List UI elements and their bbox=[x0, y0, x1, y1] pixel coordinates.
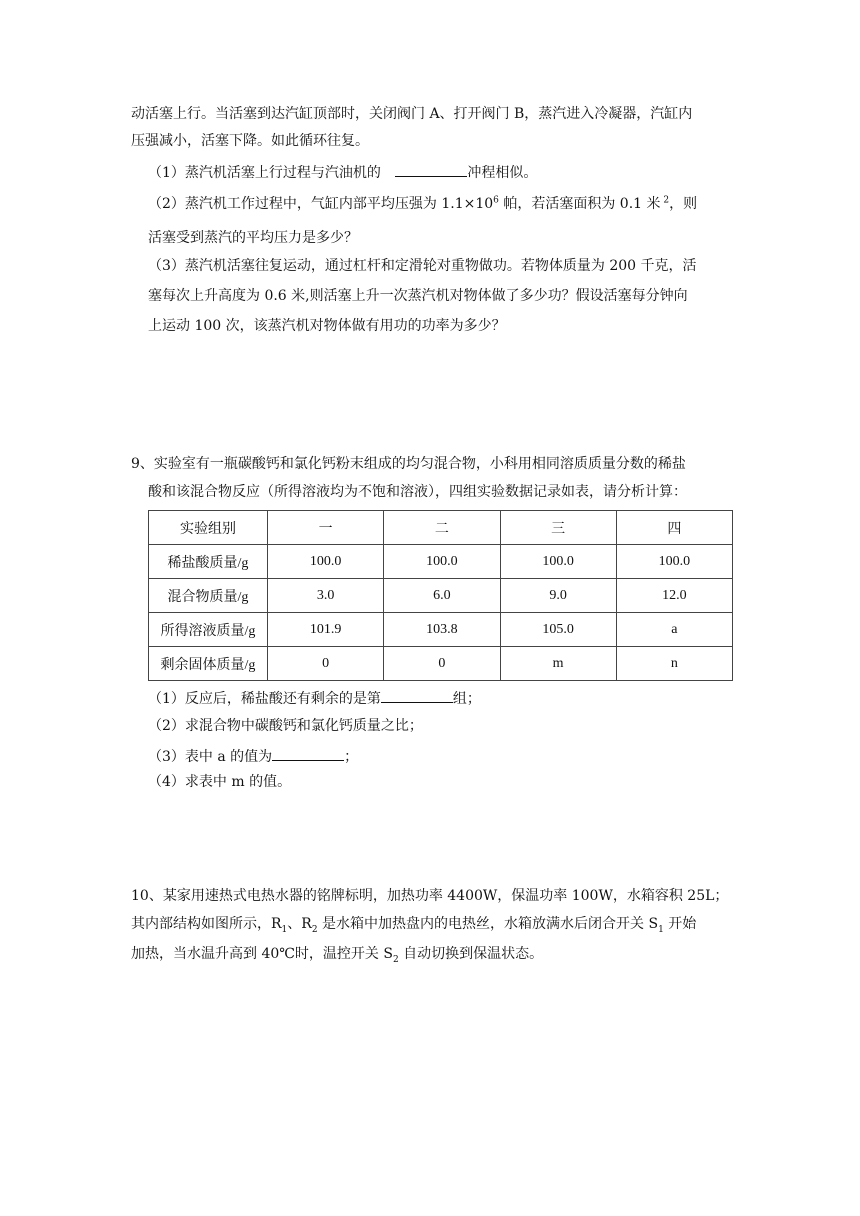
table-row bbox=[149, 647, 733, 681]
q10-text-f: 自动切换到保温状态。 bbox=[398, 946, 544, 962]
q10-text-d: 开始 bbox=[663, 916, 697, 932]
table-header-cell: 实验组别 bbox=[149, 511, 268, 545]
table-row-label: 所得溶液质量/g bbox=[149, 613, 268, 647]
q8-part-2-text-c: ，则 bbox=[669, 196, 698, 212]
table-header-cell: 四 bbox=[616, 511, 732, 545]
table-row bbox=[149, 613, 733, 647]
table-cell: 100.0 bbox=[500, 545, 616, 579]
q10-stem-line-2 bbox=[131, 914, 696, 934]
q8-part-1-blank bbox=[395, 160, 467, 177]
q8-part-2-line-1 bbox=[148, 194, 697, 214]
table-cell: 0 bbox=[268, 647, 384, 681]
table-cell: 103.8 bbox=[384, 613, 500, 647]
table-row-label: 剩余固体质量/g bbox=[149, 647, 268, 681]
table-cell: n bbox=[616, 647, 732, 681]
q9-sub-3-blank bbox=[272, 744, 344, 761]
q10-text-a: 其内部结构如图所示，R bbox=[131, 916, 282, 932]
q8-part-2-exponent-2: 2 bbox=[660, 195, 670, 206]
q9-data-table bbox=[148, 510, 733, 681]
q8-intro-line-1: 动活塞上行。当活塞到达汽缸顶部时，关闭阀门 A、打开阀门 B，蒸汽进入冷凝器，汽缸内 bbox=[131, 106, 693, 122]
q9-sub-3 bbox=[148, 744, 358, 767]
table-cell: 100.0 bbox=[268, 545, 384, 579]
q8-part-3-line-3: 上运动 100 次，该蒸汽机对物体做有用功的功率为多少？ bbox=[148, 318, 506, 334]
q8-part-2-line-2: 活塞受到蒸汽的平均压力是多少？ bbox=[148, 230, 358, 246]
q8-part-2-exponent: 6 bbox=[493, 195, 499, 206]
table-cell: 100.0 bbox=[616, 545, 732, 579]
table-cell: m bbox=[500, 647, 616, 681]
q9-sub-2: （2）求混合物中碳酸钙和氯化钙质量之比； bbox=[148, 718, 423, 734]
q9-sub-4: （4）求表中 m 的值。 bbox=[148, 774, 292, 790]
q9-stem-line-1: 9、实验室有一瓶碳酸钙和氯化钙粉末组成的均匀混合物，小科用相同溶质质量分数的稀盐 bbox=[131, 456, 686, 472]
table-header-row bbox=[149, 511, 733, 545]
q10-stem-line-1: 10、某家用速热式电热水器的铭牌标明，加热功率 4400W，保温功率 100W，水箱容积 25L； bbox=[131, 888, 729, 904]
q8-part-2-text-a: （2）蒸汽机工作过程中，气缸内部平均压强为 1.1×10 bbox=[148, 196, 494, 212]
table-header-cell: 二 bbox=[384, 511, 500, 545]
q10-text-e: 加热，当水温升高到 40℃时，温控开关 S bbox=[131, 946, 393, 962]
table-cell: 9.0 bbox=[500, 579, 616, 613]
table-cell: 6.0 bbox=[384, 579, 500, 613]
q8-part-1-prefix: （1）蒸汽机活塞上行过程与汽油机的 bbox=[148, 165, 381, 181]
table-header-cell: 三 bbox=[500, 511, 616, 545]
table-row bbox=[149, 579, 733, 613]
q9-sub-3-prefix: （3）表中 a 的值为 bbox=[148, 749, 273, 765]
q8-part-3-line-2: 塞每次上升高度为 0.6 米,则活塞上升一次蒸汽机对物体做了多少功？假设活塞每分钟向 bbox=[148, 288, 688, 304]
q10-text-b: 、R bbox=[287, 916, 312, 932]
table-cell: 12.0 bbox=[616, 579, 732, 613]
table-cell: 105.0 bbox=[500, 613, 616, 647]
q10-sub-3: 1 bbox=[658, 924, 664, 935]
table-cell: 3.0 bbox=[268, 579, 384, 613]
table-row-label: 稀盐酸质量/g bbox=[149, 545, 268, 579]
table-cell: 100.0 bbox=[384, 545, 500, 579]
q9-sub-1 bbox=[148, 686, 481, 709]
q10-sub-4: 2 bbox=[392, 954, 399, 965]
table-cell: a bbox=[616, 613, 732, 647]
table-header-cell: 一 bbox=[268, 511, 384, 545]
q9-sub-3-suffix: ； bbox=[344, 749, 359, 765]
q8-part-2-text-b: 帕，若活塞面积为 0.1 米 bbox=[498, 196, 661, 212]
q9-sub-1-prefix: （1）反应后，稀盐酸还有剩余的是第 bbox=[148, 691, 381, 707]
table-cell: 0 bbox=[384, 647, 500, 681]
q8-part-1 bbox=[148, 160, 537, 183]
q10-text-c: 是水箱中加热盘内的电热丝，水箱放满水后闭合开关 S bbox=[317, 916, 659, 932]
q8-intro-line-2: 压强减小，活塞下降。如此循环往复。 bbox=[131, 133, 369, 149]
q9-sub-1-blank bbox=[381, 686, 453, 703]
q8-part-1-suffix: 冲程相似。 bbox=[467, 165, 538, 181]
q10-stem-line-3 bbox=[131, 944, 543, 964]
q8-part-3-line-1: （3）蒸汽机活塞往复运动，通过杠杆和定滑轮对重物做功。若物体质量为 200 千克，活 bbox=[148, 258, 697, 274]
table-cell: 101.9 bbox=[268, 613, 384, 647]
q10-sub-1: 1 bbox=[281, 924, 288, 935]
q9-sub-1-suffix: 组； bbox=[452, 691, 481, 707]
q10-sub-2: 2 bbox=[311, 924, 318, 935]
table-row bbox=[149, 545, 733, 579]
q9-stem-line-2: 酸和该混合物反应（所得溶液均为不饱和溶液），四组实验数据记录如表，请分析计算： bbox=[148, 484, 687, 500]
table-row-label: 混合物质量/g bbox=[149, 579, 268, 613]
